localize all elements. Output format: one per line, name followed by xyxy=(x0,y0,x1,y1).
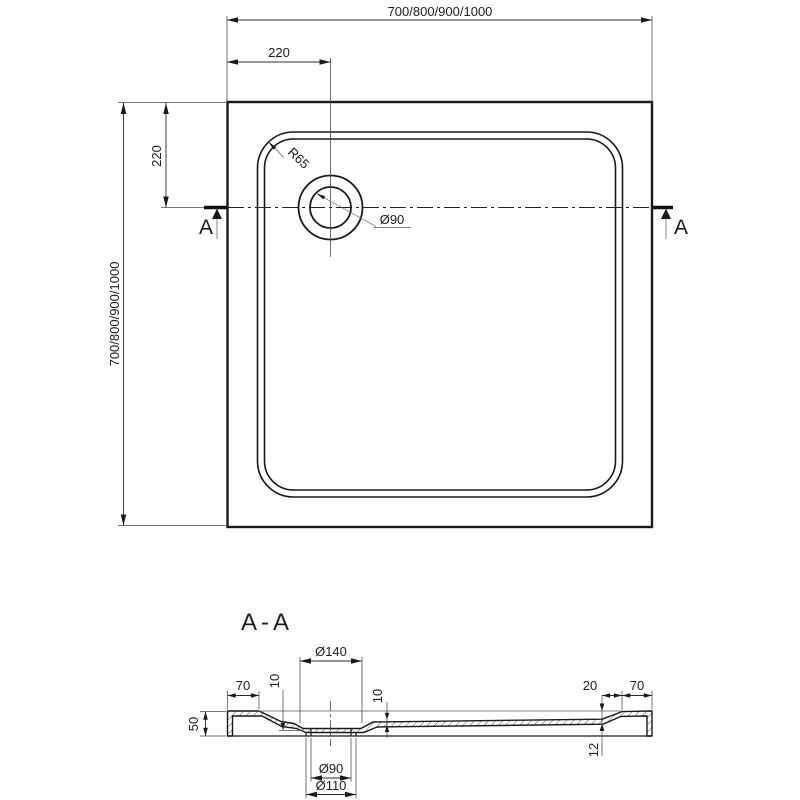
dim-text-thickness-right: 12 xyxy=(586,742,601,758)
dim-text-drain-y: 220 xyxy=(149,145,164,167)
dim-text-recess: Ø140 xyxy=(315,644,347,659)
dim-text-edge-height: 50 xyxy=(186,716,201,732)
dim-text-rim-right: 70 xyxy=(629,678,645,693)
basin-rim-outer xyxy=(258,132,623,497)
dim-text-height: 700/800/900/1000 xyxy=(107,261,122,367)
section-letter-right: A xyxy=(673,216,689,239)
arrow-thk-right-down-icon xyxy=(600,704,605,711)
top-view xyxy=(107,4,688,527)
dim-text-drain-hole: Ø90 xyxy=(318,761,344,776)
section-title: A-A xyxy=(240,609,294,636)
corner-radius-label: R65 xyxy=(284,144,313,172)
dim-text-slope-right: 20 xyxy=(582,678,598,693)
section-marker-right xyxy=(651,208,688,240)
dim-text-drain-flange: Ø110 xyxy=(315,778,347,793)
section-arrow-left-icon xyxy=(212,209,222,220)
dim-text-drain-x: 220 xyxy=(268,45,290,60)
section-marker-left xyxy=(199,208,228,240)
tray-outline xyxy=(228,102,653,527)
section-arrow-right-icon xyxy=(661,209,671,220)
drain-diameter-arrow-icon xyxy=(317,194,326,200)
arrow-thk-mid-down-icon xyxy=(385,713,389,720)
dim-text-thickness-mid: 10 xyxy=(370,688,385,704)
dim-text-thickness-left: 10 xyxy=(267,673,282,689)
dim-text-width: 700/800/900/1000 xyxy=(387,4,493,19)
dim-text-rim-left: 70 xyxy=(235,678,251,693)
drain-diameter-label: Ø90 xyxy=(379,212,405,227)
section-view xyxy=(186,609,652,798)
section-letter-left: A xyxy=(198,216,214,239)
tray-cross-section-shell xyxy=(228,711,653,736)
